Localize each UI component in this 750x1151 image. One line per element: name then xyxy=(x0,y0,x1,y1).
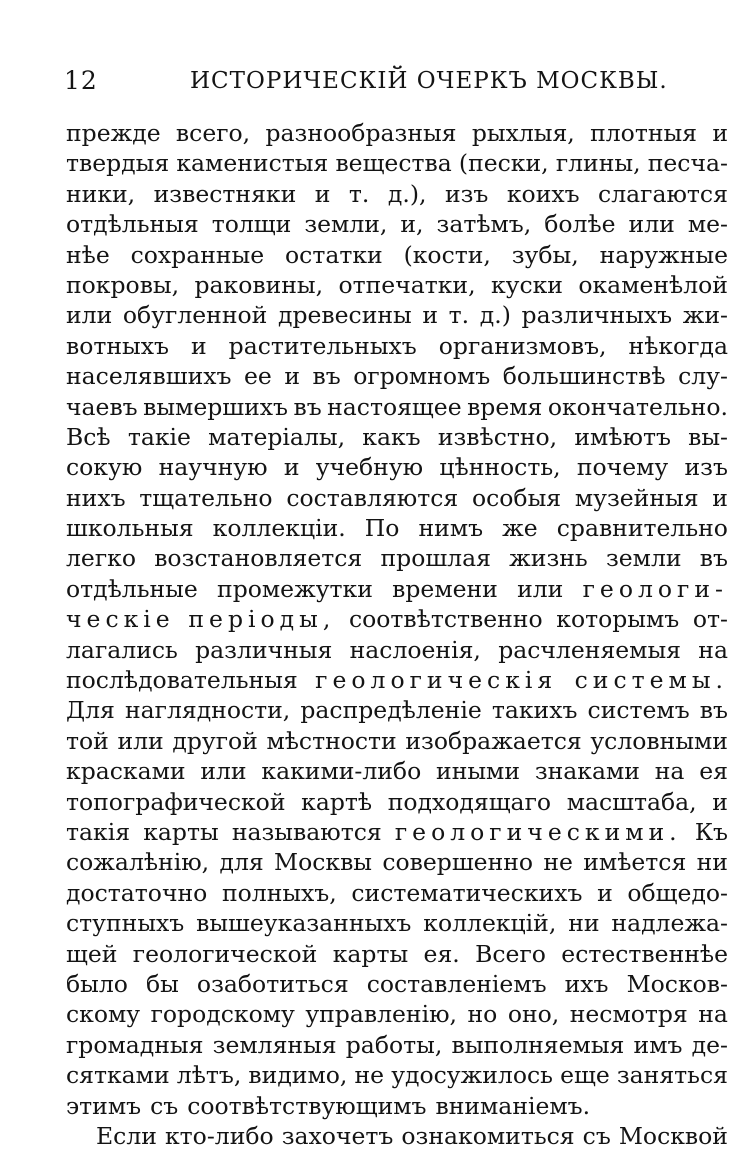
text-line: Если кто-либо захочетъ ознакомиться съ Москвой xyxy=(96,1121,728,1150)
text-line: нѣе сохранные остатки (кости, зубы, наружные xyxy=(66,240,728,269)
text-line: чаевъ вымершихъ въ настоящее время окончательно. xyxy=(66,392,728,421)
text-line: скому городскому управленію, но оно, несмотря на xyxy=(66,1000,728,1029)
text-line: Для наглядности, распредѣленіе такихъ системъ въ xyxy=(66,696,728,725)
text-line: или обугленной древесины и т. д.) различныхъ жи- xyxy=(66,301,728,330)
text-line: такія карты называются геологическими. Къ xyxy=(66,817,728,846)
text-line: было бы озаботиться составленіемъ ихъ Москов- xyxy=(66,969,728,998)
text-line: твердыя каменистыя вещества (пески, глины, песча- xyxy=(66,149,728,178)
text-line: населявшихъ ее и въ огромномъ большинствѣ слу- xyxy=(66,362,728,391)
text-line: громадныя земляныя работы, выполняемыя имъ де- xyxy=(66,1030,728,1059)
text-line: легко возстановляется прошлая жизнь земли въ xyxy=(66,544,728,573)
text-line: сожалѣнію, для Москвы совершенно не имѣется ни xyxy=(66,848,728,877)
text-line: сокую научную и учебную цѣнность, почему изъ xyxy=(66,453,728,482)
running-title: ИСТОРИЧЕСКІЙ ОЧЕРКЪ МОСКВЫ. xyxy=(190,68,668,94)
text-line: топографической картѣ подходящаго масштаба, и xyxy=(66,787,728,816)
text-line: щей геологической карты ея. Всего естественнѣе xyxy=(66,939,728,968)
page-number: 12 xyxy=(64,66,98,95)
text-line: этимъ съ соотвѣтствующимъ вниманіемъ. xyxy=(66,1091,591,1120)
page-header xyxy=(64,66,688,106)
text-line: той или другой мѣстности изображается условными xyxy=(66,726,728,755)
text-line: прежде всего, разнообразныя рыхлыя, плотныя и xyxy=(66,119,728,147)
text-line: вотныхъ и растительныхъ организмовъ, нѣкогда xyxy=(66,331,728,360)
text-line: лагались различныя наслоенія, расчленяемыя на xyxy=(66,635,728,664)
text-line: Всѣ такіе матеріалы, какъ извѣстно, имѣютъ вы- xyxy=(66,422,728,451)
text-line: послѣдовательныя геологическія системы. xyxy=(66,666,728,695)
text-line: покровы, раковины, отпечатки, куски окаменѣлой xyxy=(66,270,728,299)
body-text xyxy=(66,118,728,1151)
text-line: ступныхъ вышеуказанныхъ коллекцій, ни надлежа- xyxy=(66,909,728,938)
text-line: нихъ тщательно составляются особыя музейныя и xyxy=(66,483,728,512)
text-line: сятками лѣтъ, видимо, не удосужилось еще заняться xyxy=(66,1061,728,1090)
text-line: школьныя коллекціи. По нимъ же сравнительно xyxy=(66,514,728,543)
text-line: ческіе періоды, соотвѣтственно которымъ от- xyxy=(66,605,728,634)
text-line: красками или какими-либо иными знаками на ея xyxy=(66,757,728,786)
text-line: достаточно полныхъ, систематическихъ и общедо- xyxy=(66,878,728,907)
text-line: отдѣльные промежутки времени или геологи- xyxy=(66,574,728,603)
text-line: отдѣльныя толщи земли, и, затѣмъ, болѣе или ме- xyxy=(66,210,728,239)
text-line: ники, известняки и т. д.), изъ коихъ слагаются xyxy=(66,179,728,208)
